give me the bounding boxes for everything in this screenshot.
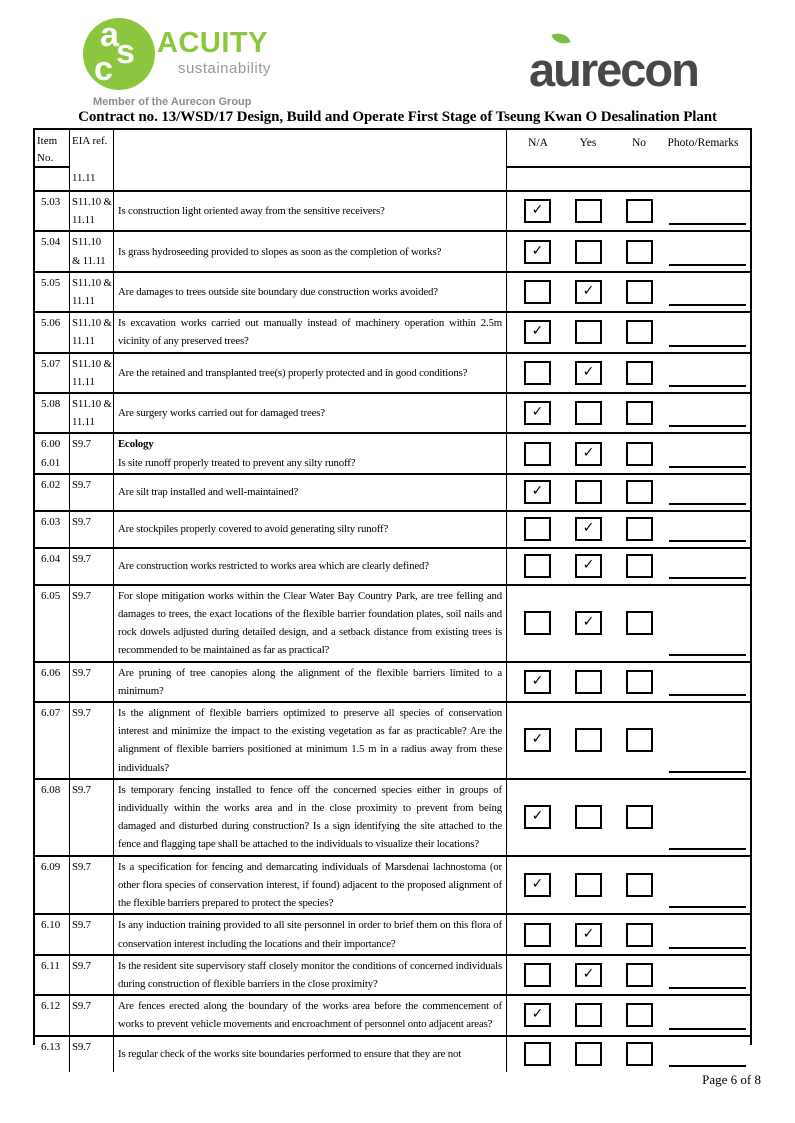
remarks-line[interactable] <box>669 987 746 989</box>
checkbox-no[interactable] <box>626 873 653 897</box>
checkbox-yes[interactable]: ✓ <box>575 554 602 578</box>
monogram-letter-a: a <box>100 16 119 54</box>
answer-cell <box>507 857 750 914</box>
table-row <box>35 1037 750 1072</box>
item-no-cell: 5.08 <box>35 394 70 432</box>
answer-cell <box>507 394 750 432</box>
remarks-line[interactable] <box>669 264 746 266</box>
answer-cell <box>507 232 750 270</box>
checkbox-na[interactable] <box>524 554 551 578</box>
eia-ref-cell: S11.10 & 11.11 <box>70 354 114 392</box>
checkbox-na[interactable]: ✓ <box>524 480 551 504</box>
eia-ref-cell: S9.7 <box>70 1037 114 1072</box>
checkbox-no[interactable] <box>626 670 653 694</box>
remarks-line[interactable] <box>669 540 746 542</box>
remarks-line[interactable] <box>669 1028 746 1030</box>
continuation-ref: 11.11 <box>72 172 96 184</box>
remarks-line[interactable] <box>669 654 746 656</box>
acuity-name: ACUITY <box>157 27 268 59</box>
remarks-line[interactable] <box>669 304 746 306</box>
question-cell: For slope mitigation works within the Clear Water Bay Country Park, are tree felling and damages to trees, the exact locations of the flexible barrier foundation plates, soil nails and rock dowels adjusted during detailed design, and a setback distance from existing trees is recommended to be maintained as far as practical? <box>114 586 507 661</box>
eia-ref-cell: S11.10 & 11.11 <box>70 394 114 432</box>
table-row <box>35 313 750 353</box>
checkbox-no[interactable] <box>626 963 653 987</box>
remarks-line[interactable] <box>669 385 746 387</box>
item-no-cell: 5.07 <box>35 354 70 392</box>
answer-cell <box>507 192 750 230</box>
table-row <box>35 512 750 549</box>
table-row <box>35 549 750 586</box>
question-cell: Are stockpiles properly covered to avoid generating silty runoff? <box>114 512 507 547</box>
remarks-line[interactable] <box>669 848 746 850</box>
item-no-cell: 6.06 <box>35 663 70 701</box>
eia-ref-cell: S9.7 <box>70 956 114 994</box>
question-cell: Is temporary fencing installed to fence off the concerned species either in groups of individually within the works area and in the close proximity to prevent from being damaged and disturbed during construction? Is a sign identifying the site attached to the fence and flagging tape shall be attached to the individuals to visualize their locations? <box>114 780 507 855</box>
eia-ref-cell: S9.7 <box>70 549 114 584</box>
eia-ref-cell: S9.7 <box>70 996 114 1034</box>
answer-cell <box>507 273 750 311</box>
checkbox-no[interactable] <box>626 401 653 425</box>
checkbox-na[interactable] <box>524 442 551 466</box>
answer-cell <box>507 549 750 584</box>
checkbox-na[interactable]: ✓ <box>524 873 551 897</box>
acuity-tagline: sustainability <box>178 60 271 77</box>
remarks-line[interactable] <box>669 466 746 468</box>
checkbox-na[interactable]: ✓ <box>524 401 551 425</box>
checkbox-no[interactable] <box>626 361 653 385</box>
table-row <box>35 956 750 996</box>
eia-ref-header-cell <box>70 130 114 190</box>
eia-ref-cell: S9.7 <box>70 586 114 661</box>
eia-ref-cell: S9.7 <box>70 857 114 914</box>
table-row <box>35 586 750 663</box>
question-cell: Is construction light oriented away from the sensitive receivers? <box>114 192 507 230</box>
checkbox-yes[interactable]: ✓ <box>575 280 602 304</box>
checkbox-no[interactable] <box>626 320 653 344</box>
answer-cell <box>507 915 750 953</box>
remarks-line[interactable] <box>669 577 746 579</box>
question-cell: Is grass hydroseeding provided to slopes as soon as the completion of works? <box>114 232 507 270</box>
item-no-cell: 6.08 <box>35 780 70 855</box>
eia-ref-cell: S11.10 & 11.11 <box>70 313 114 351</box>
question-cell: Are silt trap installed and well-maintained? <box>114 475 507 510</box>
question-cell: Are fences erected along the boundary of the works area before the commencement of works to prevent vehicle movements and encroachment of personnel onto adjacent areas? <box>114 996 507 1034</box>
item-no-cell: 5.04 <box>35 232 70 270</box>
checkbox-no[interactable] <box>626 1042 653 1066</box>
table-row <box>35 273 750 313</box>
eia-ref-cell: S11.10 & 11.11 <box>70 192 114 230</box>
checkbox-no[interactable] <box>626 517 653 541</box>
eia-ref-cell: S9.7 <box>70 915 114 953</box>
remarks-line[interactable] <box>669 425 746 427</box>
question-cell: Is a specification for fencing and demarcating individuals of Marsdenai lachnostoma (or other flora species of conservation interest, if found) adjacent to the proposed alignment of the flexible barriers prepared to protect the species? <box>114 857 507 914</box>
checkbox-yes[interactable] <box>575 480 602 504</box>
question-cell: Is the alignment of flexible barriers optimized to preserve all species of conservation interest and minimize the impact to the existing vegetation as far as practicable? Are the alignment of flexible barriers positioned at minimum 1.5 m in a radius away from these individuals? <box>114 703 507 778</box>
answer-cell <box>507 475 750 510</box>
question-cell: Are damages to trees outside site boundary due construction works avoided? <box>114 273 507 311</box>
item-no-header-cell <box>35 130 70 190</box>
eia-ref-cell: S9.7 <box>70 512 114 547</box>
checkbox-na[interactable] <box>524 923 551 947</box>
question-header-cell <box>114 130 507 190</box>
eia-ref-cell: S9.7 <box>70 703 114 778</box>
aurecon-logo <box>529 30 750 110</box>
answer-cell <box>507 996 750 1034</box>
remarks-line[interactable] <box>669 345 746 347</box>
checkbox-yes[interactable]: ✓ <box>575 442 602 466</box>
checkbox-na[interactable]: ✓ <box>524 805 551 829</box>
eia-ref-cell: S9.7 <box>70 780 114 855</box>
answer-cell <box>507 703 750 778</box>
checkbox-no[interactable] <box>626 480 653 504</box>
checkbox-na[interactable] <box>524 517 551 541</box>
table-row <box>35 915 750 955</box>
eia-ref-header: EIA ref. <box>72 135 108 147</box>
table-row <box>35 663 750 703</box>
page-number: Page 6 of 8 <box>702 1072 761 1087</box>
table-row <box>35 434 750 474</box>
checkbox-yes[interactable] <box>575 240 602 264</box>
item-no-cell: 6.09 <box>35 857 70 914</box>
question-cell: Are pruning of tree canopies along the alignment of the flexible barriers limited to a minimum? <box>114 663 507 701</box>
item-no-cell: 5.03 <box>35 192 70 230</box>
table-row <box>35 354 750 394</box>
item-no-header-line2: No. <box>37 152 54 164</box>
answer-cell <box>507 663 750 701</box>
remarks-line[interactable] <box>669 906 746 908</box>
checkbox-yes[interactable]: ✓ <box>575 923 602 947</box>
table-row <box>35 192 750 232</box>
answer-cell <box>507 586 750 661</box>
question-cell: Are construction works restricted to works area which are clearly defined? <box>114 549 507 584</box>
yes-column-header: Yes <box>579 137 597 149</box>
checkbox-na[interactable] <box>524 963 551 987</box>
eia-ref-cell: S9.7 <box>70 475 114 510</box>
item-no-header-line1: Item <box>37 135 58 147</box>
checkbox-no[interactable] <box>626 1003 653 1027</box>
checkbox-no[interactable] <box>626 611 653 635</box>
item-no-cell: 6.03 <box>35 512 70 547</box>
checkbox-na[interactable] <box>524 280 551 304</box>
eia-ref-cell: S11.10 & 11.11 <box>70 232 114 270</box>
answer-cell <box>507 956 750 994</box>
acuity-member-line: Member of the Aurecon Group <box>93 96 252 108</box>
checkbox-yes[interactable] <box>575 873 602 897</box>
question-cell: Are surgery works carried out for damaged trees? <box>114 394 507 432</box>
table-row <box>35 232 750 272</box>
checkbox-na[interactable]: ✓ <box>524 1003 551 1027</box>
item-no-cell: 6.12 <box>35 996 70 1034</box>
remarks-line[interactable] <box>669 503 746 505</box>
na-column-header: N/A <box>528 137 548 149</box>
answer-cell <box>507 512 750 547</box>
table-row <box>35 996 750 1036</box>
table-row <box>35 394 750 434</box>
checkbox-yes[interactable]: ✓ <box>575 963 602 987</box>
answer-header-cell <box>507 130 750 190</box>
checkbox-yes[interactable]: ✓ <box>575 361 602 385</box>
item-no-cell: 6.11 <box>35 956 70 994</box>
monogram-letter-s: s <box>116 33 135 71</box>
remarks-line[interactable] <box>669 223 746 225</box>
table-row <box>35 780 750 857</box>
acuity-monogram-icon <box>83 18 155 90</box>
eia-ref-cell: S9.7 <box>70 663 114 701</box>
remarks-line[interactable] <box>669 1065 746 1067</box>
answer-cell <box>507 780 750 855</box>
checkbox-yes[interactable] <box>575 320 602 344</box>
answer-cell <box>507 354 750 392</box>
table-row <box>35 475 750 512</box>
item-no-cell: 6.02 <box>35 475 70 510</box>
answer-cell <box>507 313 750 351</box>
no-column-header: No <box>631 137 647 149</box>
question-cell: Is any induction training provided to all site personnel in order to brief them on this flora of conservation interest including the locations and their importance? <box>114 915 507 953</box>
photo-remarks-column-header: Photo/Remarks <box>667 137 739 149</box>
item-no-cell: 5.06 <box>35 313 70 351</box>
question-cell: Is excavation works carried out manually instead of machinery operation within 2.5m vicinity of any preserved trees? <box>114 313 507 351</box>
eia-ref-cell: S11.10 & 11.11 <box>70 273 114 311</box>
remarks-line[interactable] <box>669 947 746 949</box>
checkbox-na[interactable] <box>524 361 551 385</box>
checklist-table <box>33 128 752 1060</box>
checkbox-na[interactable] <box>524 1042 551 1066</box>
header-logos <box>45 12 750 112</box>
acuity-logo <box>45 12 285 112</box>
checkbox-yes[interactable]: ✓ <box>575 611 602 635</box>
checkbox-na[interactable]: ✓ <box>524 240 551 264</box>
item-no-cell: 6.10 <box>35 915 70 953</box>
checkbox-yes[interactable] <box>575 401 602 425</box>
question-cell: Is the resident site supervisory staff closely monitor the conditions of concerned individuals during construction of flexible barriers in the close proximity? <box>114 956 507 994</box>
checkbox-no[interactable] <box>626 805 653 829</box>
checkbox-no[interactable] <box>626 554 653 578</box>
checkbox-na[interactable]: ✓ <box>524 670 551 694</box>
page-title: Contract no. 13/WSD/17 Design, Build and Operate First Stage of Tseung Kwan O Desalination Plant <box>78 109 717 125</box>
checkbox-na[interactable]: ✓ <box>524 199 551 223</box>
checkbox-no[interactable] <box>626 280 653 304</box>
remarks-line[interactable] <box>669 771 746 773</box>
question-cell: Is regular check of the works site boundaries performed to ensure that they are not <box>114 1037 507 1072</box>
item-no-cell: 6.05 <box>35 586 70 661</box>
remarks-line[interactable] <box>669 694 746 696</box>
checkbox-no[interactable] <box>626 923 653 947</box>
item-no-cell: 5.05 <box>35 273 70 311</box>
aurecon-wordmark: aurecon <box>529 43 698 96</box>
checkbox-yes[interactable] <box>575 1003 602 1027</box>
question-cell: Ecology Is site runoff properly treated to prevent any silty runoff? <box>114 434 507 472</box>
checkbox-na[interactable] <box>524 611 551 635</box>
checkbox-no[interactable] <box>626 728 653 752</box>
table-header <box>35 130 750 192</box>
item-no-cell: 6.04 <box>35 549 70 584</box>
checkbox-no[interactable] <box>626 199 653 223</box>
item-no-cell: 6.00 6.01 <box>35 434 70 472</box>
checkbox-no[interactable] <box>626 240 653 264</box>
checkbox-yes[interactable]: ✓ <box>575 517 602 541</box>
table-row <box>35 703 750 780</box>
checkbox-yes[interactable] <box>575 805 602 829</box>
table-row <box>35 857 750 916</box>
eia-ref-cell: S9.7 <box>70 434 114 472</box>
checkbox-na[interactable]: ✓ <box>524 728 551 752</box>
checkbox-na[interactable]: ✓ <box>524 320 551 344</box>
answer-cell <box>507 434 750 472</box>
item-no-cell: 6.13 <box>35 1037 70 1072</box>
checkbox-yes[interactable] <box>575 199 602 223</box>
checkbox-yes[interactable] <box>575 728 602 752</box>
table-body <box>35 192 750 1072</box>
checkbox-yes[interactable] <box>575 1042 602 1066</box>
checkbox-no[interactable] <box>626 442 653 466</box>
checkbox-yes[interactable] <box>575 670 602 694</box>
item-no-cell: 6.07 <box>35 703 70 778</box>
answer-cell <box>507 1037 750 1072</box>
question-cell: Are the retained and transplanted tree(s) properly protected and in good conditions? <box>114 354 507 392</box>
monogram-letter-c: c <box>94 50 113 88</box>
